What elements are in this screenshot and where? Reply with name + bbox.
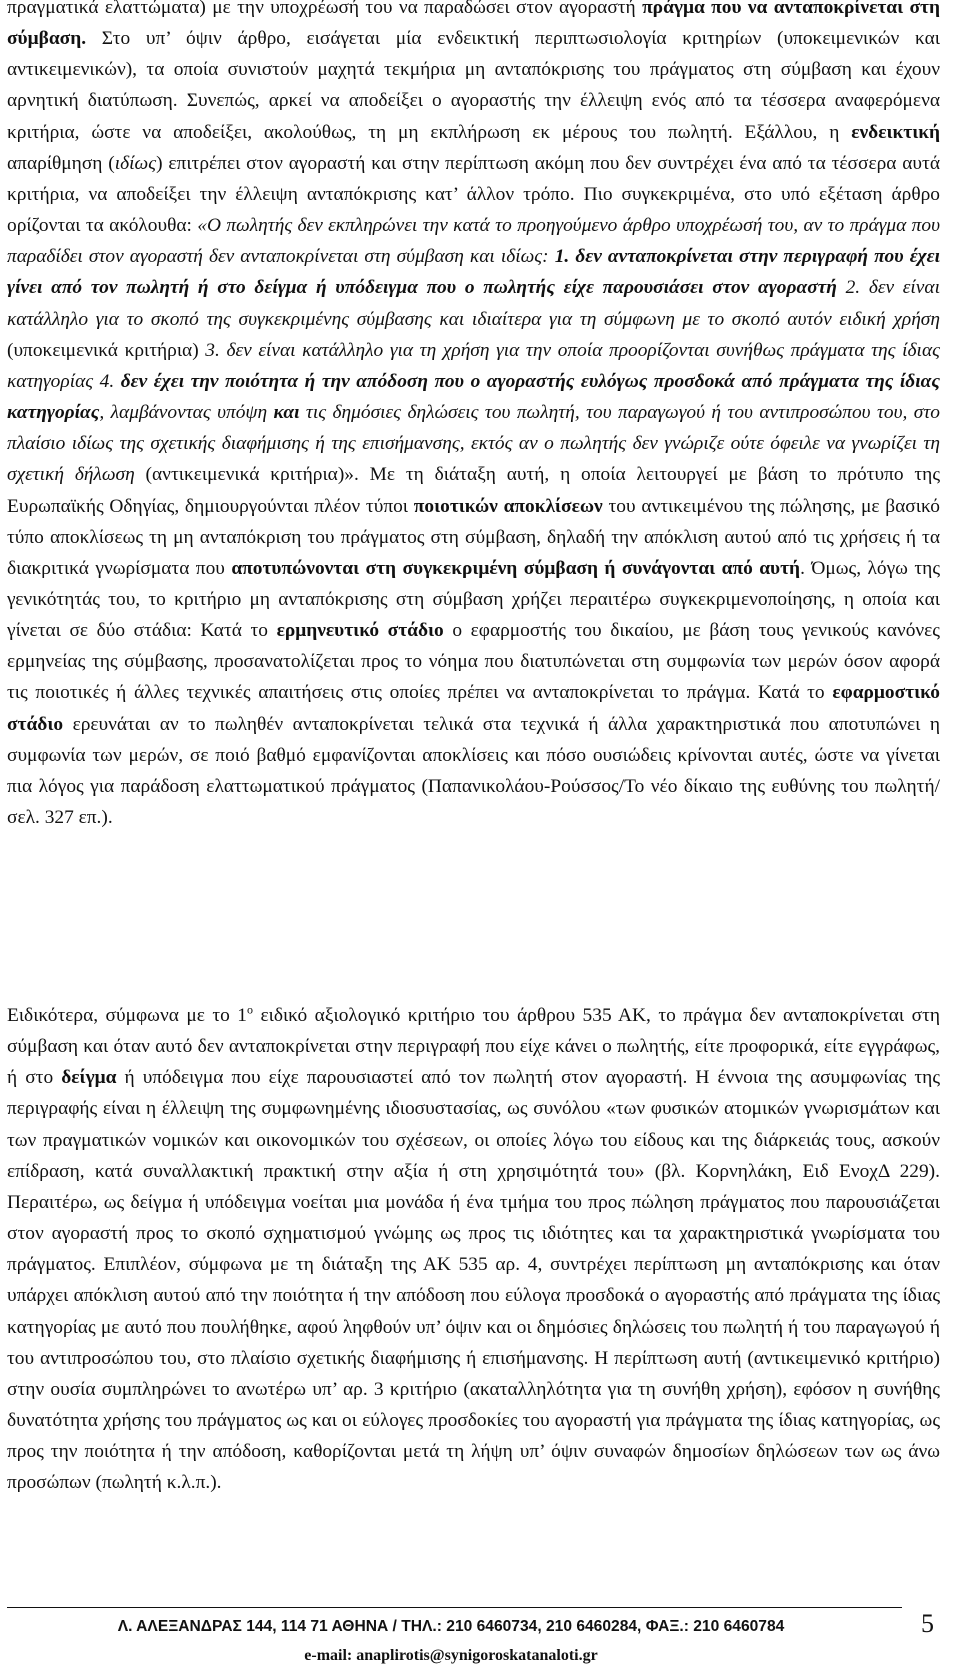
text-run: ο εφαρμοστής του δικαίου, με βάση τους γενικούς κανόνες ερμηνείας της σύμβασης, προσανατολίζεται προς το νόημα που διατυπώνεται στη συμφωνία των μερών όσον αφορά τις ποιοτικές ή άλλες τεχνικές απαιτήσεις στις οποίες πρέπει να ανταποκρίνεται το πράγμα. Κατά το — [7, 620, 940, 704]
text-run: του αντικειμένου της πώλησης, με βασικό τύπο αποκλίσεως τη μη ανταπόκριση του πράγματος στη σύμβαση, δηλαδή την απόκλιση αυτού από τις χρήσεις ή τα διακριτικά γνωρίσματα που — [7, 495, 940, 579]
text-run: , λαμβάνοντας υπόψη — [99, 402, 274, 424]
page-number: 5 — [921, 1609, 934, 1638]
text-run: απαρίθμηση ( — [7, 152, 115, 174]
text-run: 3. δεν είναι κατάλληλο για τη χρήση για την οποία προορίζονται συνήθως πράγματα της ίδιας κατηγορίας 4. — [7, 339, 940, 392]
footer-address: Λ. ΑΛΕΞΑΝΔΡΑΣ 144, 114 71 ΑΘΗΝΑ / ΤΗΛ.: 210 6460734, 210 6460284, ΦΑΞ.: 210 6460784 — [117, 1618, 785, 1635]
text-run: ή υπόδειγμα που είχε παρουσιαστεί από τον πωλητή στον αγοραστή. Η έννοια της ασυμφωνίας της περιγραφής είναι η έλλειψη της συμφωνημένης ιδιοσυστασίας, ως συνόλου «των φυσικών ατομικών γνωρισμάτων και των πραγματικών νομικών και οικονομικών του σχέσεων, οι οποίες λόγω του είδους και της διάρκειάς τους, ασκούν επίδραση, κατά συναλλακτική πρακτική στην αξία ή στη χρησιμότητά του» (βλ. Κορνηλάκη, Ειδ ΕνοχΔ 229). Περαιτέρω, ως δείγμα ή υπόδειγμα νοείται μια μονάδα ή ένα τμήμα του προς πώληση πράγματος που παρουσιάζεται στον αγοραστή προς το σκοπό σχηματισμού γνώμης ως προς τις ιδιότητες και τα χαρακτηριστικά γνωρίσματα του πράγματος. Επιπλέον, σύμφωνα με τη διάταξη της ΑΚ 535 αρ. 4, συντρέχει περίπτωση μη ανταπόκρισης και όταν υπάρχει απόκλιση αυτού από την ποιότητα ή την απόδοση που εύλογα προσδοκά ο αγοραστής από πράγματα της ίδιας κατηγορίας με αυτό που πουλήθηκε, αφού ληφθούν υπ’ όψιν και οι δημόσιες δηλώσεις του πωλητή ή του παραγωγού ή του αντιπροσώπου του, στο πλαίσιο σχετικής διαφήμισης ή επισήμανσης. Η περίπτωση αυτή (αντικειμενικό κριτήριο) στην ουσία συμπληρώνει το ανωτέρω υπ’ αρ. 3 κριτήριο (ακαταλληλότητα για τη συνήθη χρήση), εφόσον η συνήθης δυνατότητα χρήσης του πράγματος ως και οι εύλογες προσδοκίες του αγοραστή για πράγματα της ίδιας κατηγορίας, ως προς την ποιότητα ή την απόδοση, καθορίζονται μετά τη λήψη υπ’ όψιν συναφών δημοσίων δηλώσεων των ως άνω προσώπων (πωλητή κ.λ.π.). — [7, 1067, 940, 1494]
text-run: πραγματικά ελαττώματα) με την υποχρέωσή του να παραδώσει στον αγοραστή — [7, 0, 643, 18]
text-run: ) επιτρέπει στον αγοραστή και στην περίπτωση ακόμη που δεν συντρέχει ένα από τα τέσσερα αυτά κριτήρια, να αποδείξει την έλλειψη ανταπόκρισης κατ’ άλλον τρόπο. Πιο συγκεκριμένα, στο υπό εξέταση άρθρο ορίζονται τα ακόλουθα: — [7, 152, 940, 237]
text-run: ο — [247, 1002, 253, 1017]
text-run: πράγμα που να ανταποκρίνεται στη σύμβαση. — [7, 0, 940, 50]
text-run: Ειδικότερα, σύμφωνα με το 1 — [7, 1005, 247, 1026]
text-run: και — [273, 402, 300, 424]
text-run: 1. — [554, 246, 576, 268]
text-run: ποιοτικών αποκλίσεων — [413, 495, 603, 517]
text-run: δεν έχει την ποιότητα ή την απόδοση που ο αγοραστής ευλόγως προσδοκά από πράγματα της ίδιας κατηγορίας — [7, 370, 940, 424]
body-paragraph-2 — [7, 1000, 940, 1499]
text-run: «Ο πωλητής δεν εκπληρώνει την κατά το προηγούμενο άρθρο υποχρέωσή του, αν το πράγμα που παραδίδει στον αγοραστή δεν ανταποκρίνεται στη σύμβαση και ιδίως: — [7, 215, 940, 268]
text-run: Στο υπ’ όψιν άρθρο, εισάγεται μία ενδεικτική περιπτωσιολογία κριτηρίων (υποκειμενικών και αντικειμενικών), τα οποία συνιστούν μαχητά τεκμήρια μη ανταπόκρισης του πράγματος στη σύμβαση και έχουν αρνητική διατύπωση. Συνεπώς, αρκεί να αποδείξει ο αγοραστής την έλλειψη ενός από τα τέσσερα αναφερόμενα κριτήρια, ώστε να αποδείξει, ακολούθως, τη μη εκπλήρωση εκ μέρους του πωλητή. Εξάλλου, η — [7, 28, 940, 143]
text-run: (υποκειμενικά κριτήρια) — [7, 339, 206, 361]
text-run: ερευνάται αν το πωληθέν ανταποκρίνεται τελικά στα τεχνικά ή άλλα χαρακτηριστικά που αποτυπώνει η συμφωνία των μερών, σε ποιό βαθμό εμφανίζονται αποκλίσεις και πόσο ουσιώδεις κρίνονται αυτές, ώστε να γίνεται πια λόγος για παράδοση ελαττωματικού πράγματος (Παπανικολάου-Ρούσσος/Το νέο δίκαιο της ευθύνης του πωλητή/σελ. 327 επ.). — [7, 713, 940, 829]
text-run: . Όμως, λόγω της γενικότητάς του, το κριτήριο μη ανταπόκρισης στη σύμβαση χρήζει περαιτέρω συγκεκριμενοποίησης, η οποία και γίνεται σε δύο στάδια: Κατά το — [7, 557, 940, 642]
text-run: τις δημόσιες δηλώσεις του πωλητή, του παραγωγού ή του αντιπροσώπου του, στο πλαίσιο ιδίως της σχετικής διαφήμισης ή της επισήμανσης, εκτός αν ο πωλητής δεν γνώριζε ούτε όφειλε να γνωρίζει τη σχετική δήλωση — [7, 402, 940, 486]
text-run: (αντικειμενικά κριτήρια)». Με τη διάταξη αυτή, η οποία λειτουργεί με βάση το πρότυπο της Ευρωπαϊκής Οδηγίας, δημιουργούνται πλέον τύποι — [7, 464, 941, 517]
text-run: 2. δεν είναι κατάλληλο για το σκοπό της συγκεκριμένης σύμβασης και ιδιαίτερα για τη σύμφωνη με το σκοπό αυτόν ειδική χρήση — [7, 277, 940, 330]
footer-divider — [7, 1607, 902, 1608]
text-run: ειδικό αξιολογικό κριτήριο του άρθρου 535 ΑΚ, το πράγμα δεν ανταποκρίνεται στη σύμβαση και όταν αυτό δεν ανταποκρίνεται στην περιγραφή που είχε κάνει ο πωλητής, είτε προφορικά, είτε εγγράφως, ή στο — [7, 1005, 940, 1089]
body-paragraph-1 — [7, 0, 940, 833]
text-run: εφαρμοστικό στάδιο — [7, 682, 940, 735]
text-run: αποτυπώνονται στη συγκεκριμένη σύμβαση ή συνάγονται από αυτή — [231, 557, 801, 579]
text-run: ερμηνευτικό στάδιο — [276, 620, 444, 642]
text-run: ενδεικτική — [851, 121, 940, 143]
text-run: δείγμα — [61, 1067, 117, 1089]
text-run: ιδίως — [114, 152, 157, 174]
footer-email: e-mail: anaplirotis@synigoroskatanaloti.gr — [304, 1647, 598, 1664]
text-run: δεν ανταποκρίνεται στην περιγραφή που έχει γίνει από τον πωλητή ή στο δείγμα ή υπόδειγμα που ο πωλητής είχε παρουσιάσει στον αγοραστή — [7, 246, 941, 299]
